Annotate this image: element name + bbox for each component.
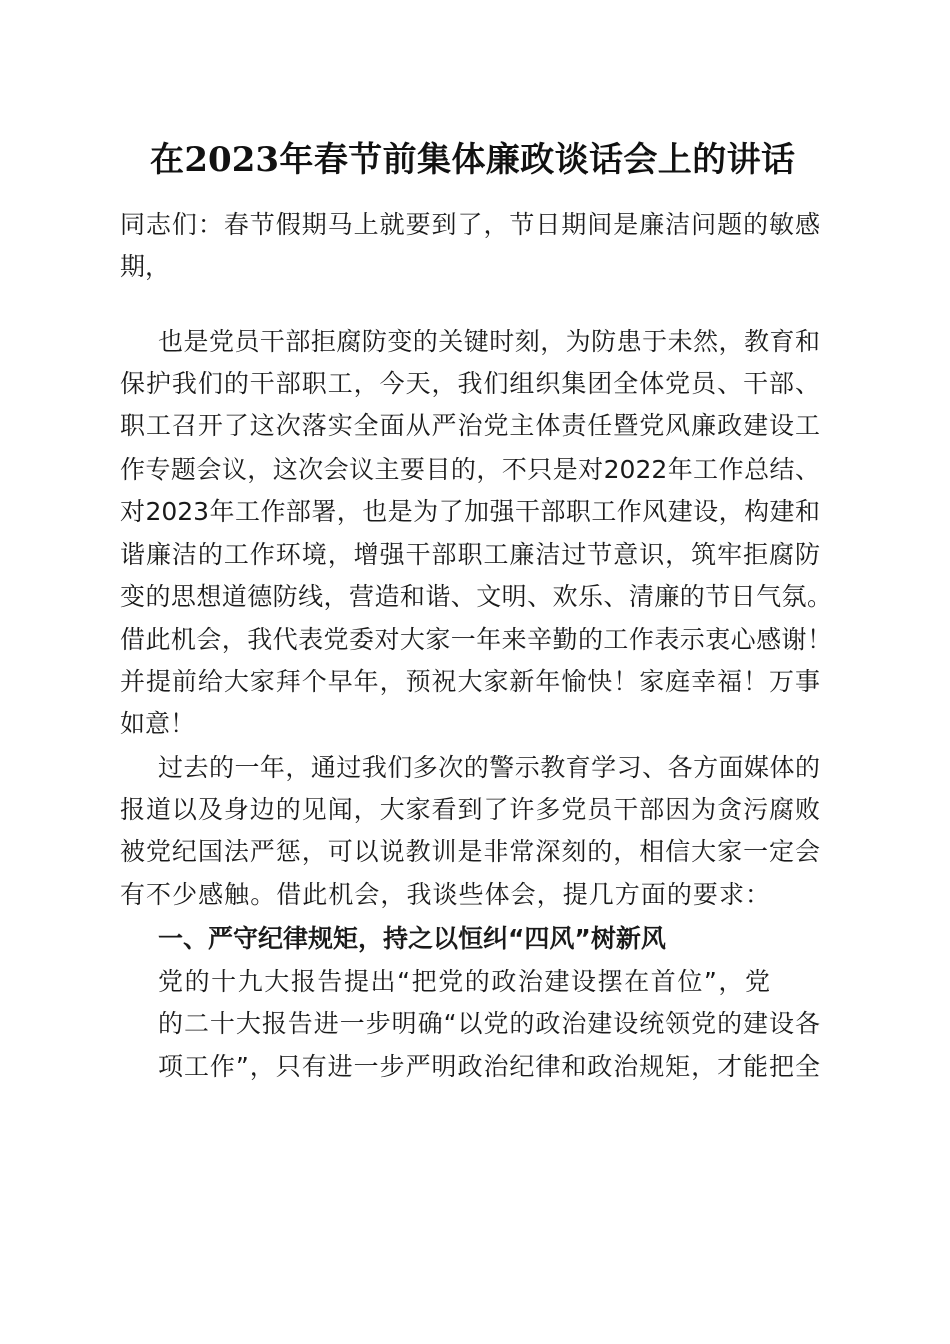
- paragraph-line: 谐廉洁的工作环境，增强干部职工廉洁过节意识，筑牢拒腐防: [120, 540, 820, 569]
- paragraph-line: 保护我们的干部职工，今天，我们组织集团全体党员、干部、: [120, 369, 820, 398]
- paragraph-line: 项工作”，只有进一步严明政治纪律和政治规矩，才能把全: [158, 1052, 820, 1081]
- paragraph-line: 党的十九大报告提出“把党的政治建设摆在首位”，党: [158, 967, 770, 996]
- paragraph-line: 期，: [120, 252, 171, 281]
- paragraph-line: 职工召开了这次落实全面从严治党主体责任暨党风廉政建设工: [120, 411, 820, 440]
- section-heading: 一、严守纪律规矩，持之以恒纠“四风”树新风: [158, 924, 666, 953]
- paragraph-line: 报道以及身边的见闻，大家看到了许多党员干部因为贪污腐败: [120, 795, 820, 824]
- paragraph-line: 作专题会议，这次会议主要目的，不只是对2022年工作总结、: [120, 455, 820, 484]
- paragraph-line: 对2023年工作部署，也是为了加强干部职工作风建设，构建和: [120, 497, 820, 526]
- paragraph-line: 有不少感触。借此机会，我谈些体会，提几方面的要求：: [120, 880, 770, 909]
- paragraph-line: 过去的一年，通过我们多次的警示教育学习、各方面媒体的: [158, 753, 820, 782]
- paragraph-line: 同志们：春节假期马上就要到了，节日期间是廉洁问题的敏感: [120, 210, 820, 239]
- paragraph-line: 的二十大报告进一步明确“以党的政治建设统领党的建设各: [158, 1009, 820, 1038]
- paragraph-line: 如意！: [120, 709, 196, 738]
- paragraph-line: 变的思想道德防线，营造和谐、文明、欢乐、清廉的节日气氛。: [120, 582, 832, 611]
- paragraph-line: 也是党员干部拒腐防变的关键时刻，为防患于未然，教育和: [158, 327, 820, 356]
- paragraph-line: 借此机会，我代表党委对大家一年来辛勤的工作表示衷心感谢！: [120, 625, 832, 654]
- paragraph-line: 被党纪国法严惩，可以说教训是非常深刻的，相信大家一定会: [120, 837, 820, 866]
- paragraph-line: 并提前给大家拜个早年，预祝大家新年愉快！家庭幸福！万事: [120, 667, 820, 696]
- document-title: 在2023年春节前集体廉政谈话会上的讲话: [150, 140, 795, 180]
